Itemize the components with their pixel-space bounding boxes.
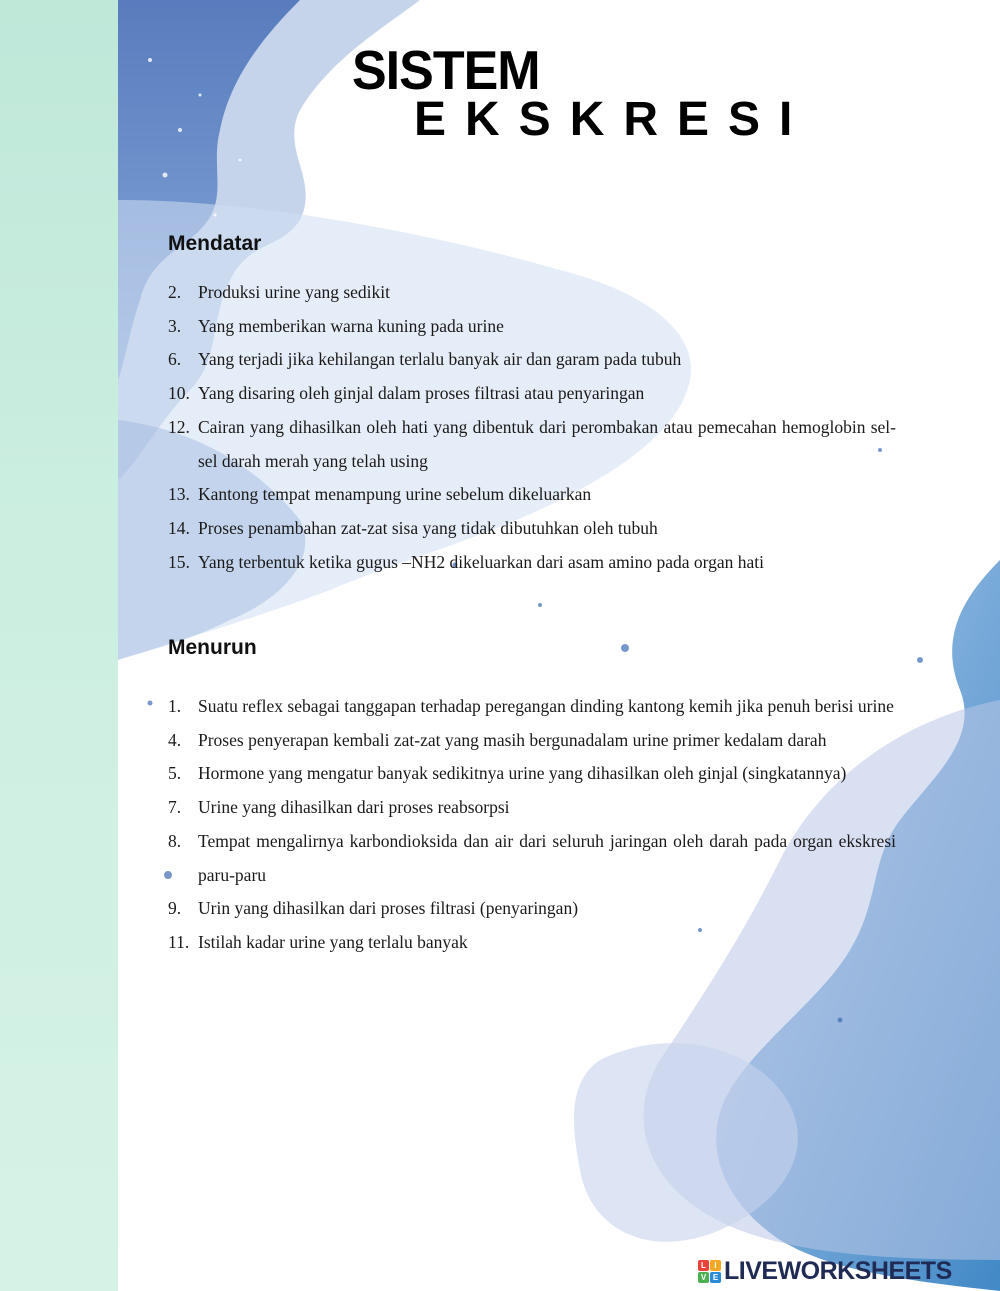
clue-text: Proses penambahan zat-zat sisa yang tidak dibutuhkan oleh tubuh — [198, 517, 658, 538]
clue-text: Cairan yang dihasilkan oleh hati yang dibentuk dari perombakan atau pemecahan hemoglobin sel-sel darah merah yang telah using — [198, 416, 896, 471]
clue-number: 8. — [168, 830, 182, 851]
clue-list-menurun — [168, 690, 896, 960]
page-title-line-1: SISTEM — [352, 40, 540, 102]
clue-text: Kantong tempat menampung urine sebelum dikeluarkan — [198, 484, 592, 505]
clue-text: Tempat mengalirnya karbondioksida dan air dari seluruh jaringan oleh darah pada organ ekskresi paru-paru — [198, 830, 896, 885]
clue-text: Hormone yang mengatur banyak sedikitnya urine yang dihasilkan oleh ginjal (singkatannya) — [198, 763, 847, 784]
clue-number: 7. — [168, 797, 182, 818]
logo-badge-letter: E — [710, 1272, 721, 1283]
clue-item — [168, 377, 896, 411]
section-heading-mendatar: Mendatar — [168, 232, 262, 255]
clue-text: Urin yang dihasilkan dari proses filtrasi (penyaringan) — [198, 898, 579, 919]
clue-item — [168, 546, 896, 580]
clue-item — [168, 825, 896, 892]
clue-number: 5. — [168, 763, 182, 784]
logo-badge-letter: L — [698, 1260, 709, 1271]
clue-item — [168, 724, 896, 758]
liveworksheets-logo[interactable] — [698, 1256, 952, 1286]
clue-item — [168, 478, 896, 512]
clue-number: 2. — [168, 282, 182, 302]
logo-badge-icon — [698, 1260, 721, 1283]
clue-text: Yang disaring oleh ginjal dalam proses filtrasi atau penyaringan — [198, 383, 645, 404]
logo-badge-letter: V — [698, 1272, 709, 1283]
clue-number: 6. — [168, 349, 182, 370]
clue-number: 1. — [168, 696, 182, 716]
clue-text: Produksi urine yang sedikit — [198, 282, 390, 302]
clue-number: 9. — [168, 898, 182, 919]
clue-item — [168, 926, 896, 960]
logo-text: LIVEWORKSHEETS — [724, 1256, 952, 1285]
clue-text: Yang terbentuk ketika gugus –NH2 dikeluarkan dari asam amino pada organ hati — [198, 551, 765, 572]
clue-number: 13. — [168, 484, 190, 505]
clue-list-mendatar — [168, 276, 896, 579]
clue-number: 15. — [168, 551, 190, 572]
clue-item — [168, 757, 896, 791]
clue-item — [168, 892, 896, 926]
clue-item — [168, 512, 896, 546]
clue-item — [168, 690, 896, 724]
clue-item — [168, 791, 896, 825]
clue-text: Proses penyerapan kembali zat-zat yang masih bergunadalam urine primer kedalam darah — [198, 729, 827, 750]
clue-number: 14. — [168, 517, 190, 538]
page-title-line-2: EKSKRESI — [414, 93, 812, 146]
clue-text: Suatu reflex sebagai tanggapan terhadap peregangan dinding kantong kemih jika penuh berisi urine — [198, 696, 894, 716]
clue-item — [168, 310, 896, 344]
clue-text: Yang terjadi jika kehilangan terlalu banyak air dan garam pada tubuh — [198, 349, 682, 370]
logo-badge-letter: I — [710, 1260, 721, 1271]
clue-number: 3. — [168, 315, 182, 336]
clue-number: 4. — [168, 729, 182, 750]
clue-number: 10. — [168, 383, 190, 404]
clue-text: Istilah kadar urine yang terlalu banyak — [198, 931, 468, 952]
clue-number: 11. — [168, 931, 190, 952]
clue-text: Urine yang dihasilkan dari proses reabsorpsi — [198, 797, 510, 818]
clue-item — [168, 411, 896, 478]
clue-number: 12. — [168, 416, 190, 437]
clue-item — [168, 343, 896, 377]
section-heading-menurun: Menurun — [168, 636, 257, 659]
clue-item — [168, 276, 896, 310]
clue-text: Yang memberikan warna kuning pada urine — [198, 315, 504, 336]
